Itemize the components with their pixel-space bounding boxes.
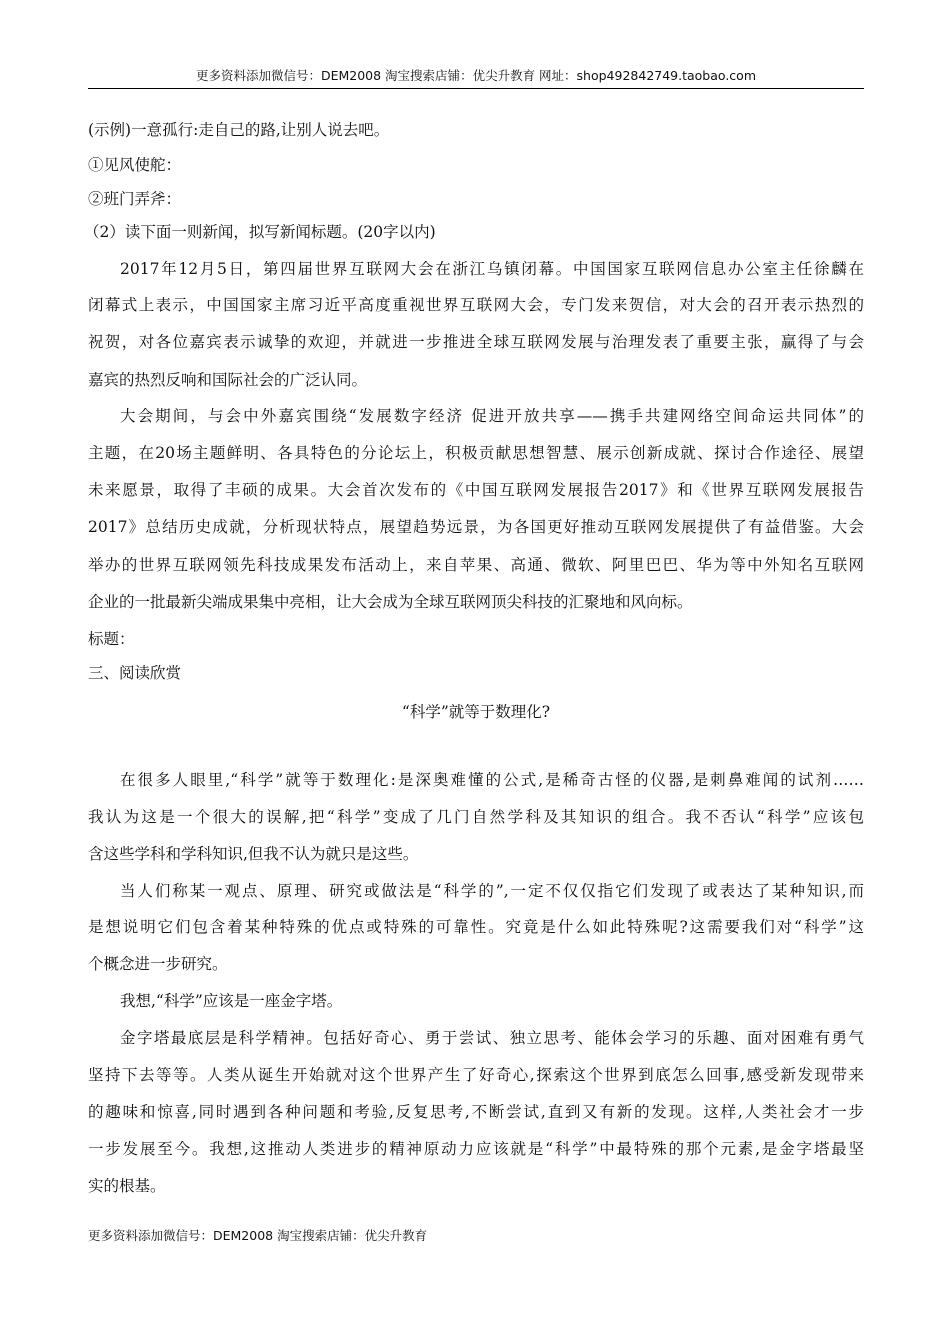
article-line: 是想说明它们包含着某种特殊的优点或特殊的可靠性。究竟是什么如此特殊呢?这需要我们对“科学”这 (88, 918, 864, 936)
news-line: 嘉宾的热烈反响和国际社会的广泛认同。 (88, 371, 368, 389)
page-header: 更多资料添加微信号：DEM2008 淘宝搜索店铺：优尖升教育 网址：shop492842749.taobao.com (88, 66, 864, 89)
article-line: 当人们称某一观点、原理、研究或做法是“科学的”,一定不仅仅指它们发现了或表达了某种知识,而 (120, 882, 864, 900)
article-line: 金字塔最底层是科学精神。包括好奇心、勇于尝试、独立思考、能体会学习的乐趣、面对困难有勇气 (120, 1029, 864, 1047)
news-line: 大会期间，与会中外嘉宾围绕“发展数字经济 促进开放共享——携手共建网络空间命运共同体”的 (120, 407, 864, 425)
news-line: 主题，在20场主题鲜明、各具特色的分论坛上，积极贡献思想智慧、展示创新成就、探讨合作途径、展望 (88, 444, 864, 462)
news-line: 未来愿景，取得了丰硕的成果。大会首次发布的《中国互联网发展报告2017》和《世界互联网发展报告 (88, 481, 864, 499)
news-line: 企业的一批最新尖端成果集中亮相，让大会成为全球互联网顶尖科技的汇聚地和风向标。 (88, 593, 693, 611)
title-label: 标题： (88, 630, 135, 648)
article-line: 坚持下去等等。人类从诞生开始就对这个世界产生了好奇心,探索这个世界到底怎么回事,感受新发现带来 (88, 1066, 864, 1084)
section-heading: 三、阅读欣赏 (88, 664, 182, 682)
news-line: 闭幕式上表示，中国国家主席习近平高度重视世界互联网大会，专门发来贺信，对大会的召开表示热烈的 (88, 296, 864, 314)
news-line: 举办的世界互联网领先科技成果发布活动上，来自苹果、高通、微软、阿里巴巴、华为等中外知名互联网 (88, 556, 864, 574)
article-line: 在很多人眼里,“科学”就等于数理化:是深奥难懂的公式,是稀奇古怪的仪器,是刺鼻难闻的试剂…… (120, 771, 864, 789)
idiom-item-1: ①见风使舵： (88, 156, 182, 174)
article-line: 我认为这是一个很大的误解,把“科学”变成了几门自然学科及其知识的组合。我不否认“科学”应该包 (88, 808, 864, 826)
news-line: 祝贺，对各位嘉宾表示诚挚的欢迎，并就进一步推进全球互联网发展与治理发表了重要主张，赢得了与会 (88, 333, 864, 351)
page-footer: 更多资料添加微信号：DEM2008 淘宝搜索店铺：优尖升教育 (88, 1228, 428, 1243)
article-line: 实的根基。 (88, 1177, 166, 1195)
article-line: 一步发展至今。我想,这推动人类进步的精神原动力应该就是“科学”中最特殊的那个元素,是金字塔最坚 (88, 1140, 864, 1158)
article-line: 个概念进一步研究。 (88, 955, 228, 973)
article-line: 的趣味和惊喜,同时遇到各种问题和考验,反复思考,不断尝试,直到又有新的发现。这样,人类社会才一步 (88, 1103, 864, 1121)
article-line: 我想,“科学”应该是一座金字塔。 (120, 992, 343, 1010)
news-line: 2017年12月5日，第四届世界互联网大会在浙江乌镇闭幕。中国国家互联网信息办公室主任徐麟在 (120, 260, 864, 278)
example-line: (示例)一意孤行:走自己的路,让别人说去吧。 (88, 121, 390, 139)
news-line: 2017》总结历史成就，分析现状特点，展望趋势远景，为各国更好推动互联网发展提供了有益借鉴。大会 (88, 518, 864, 536)
article-line: 含这些学科和学科知识,但我不认为就只是这些。 (88, 845, 419, 863)
question-2: （2）读下面一则新闻，拟写新闻标题。(20字以内) (84, 223, 436, 241)
article-title: “科学”就等于数理化? (401, 703, 551, 721)
idiom-item-2: ②班门弄斧： (88, 190, 182, 208)
